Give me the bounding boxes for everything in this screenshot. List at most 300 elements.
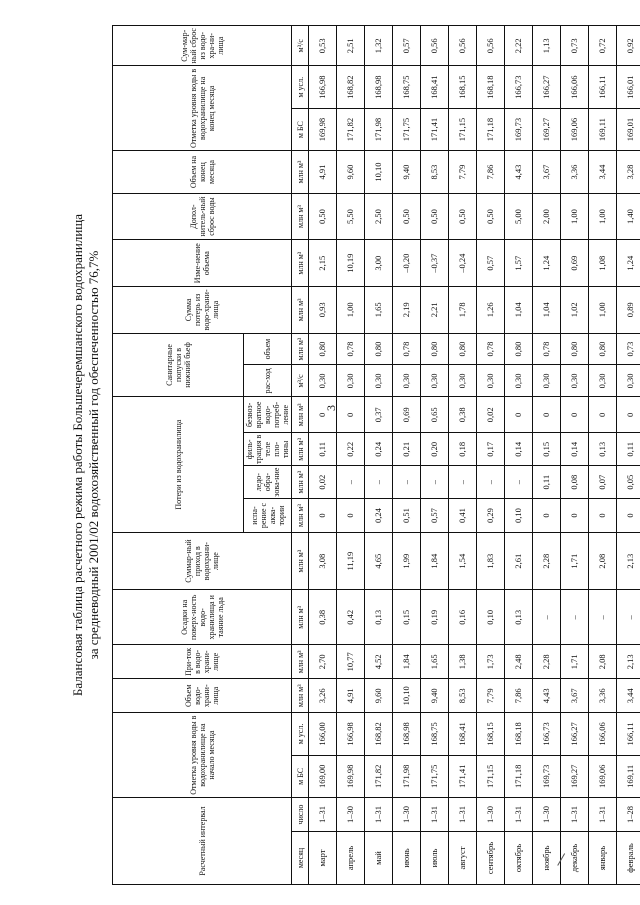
unit-start-mbs: м БС [292,755,309,797]
table-row [561,26,589,885]
cell-end-level-bs: 169,01 [617,108,640,150]
cell-extra-release: 1,00 [561,193,589,240]
cell-start-level-bs: 169,06 [589,755,617,797]
cell-end-level-bs: 169,98 [309,108,337,150]
cell-start-level-bs: 169,98 [337,755,365,797]
balance-table [112,25,640,885]
table-row [477,26,505,885]
cell-end-volume: 4,43 [505,151,533,193]
cell-ice-formation: – [393,466,421,499]
cell-precipitation: 0,19 [421,590,449,645]
cell-sum-losses: 2,21 [421,287,449,334]
cell-end-level-usl: 168,98 [365,66,393,108]
cell-end-volume: 10,10 [365,151,393,193]
cell-sum-losses: 1,00 [589,287,617,334]
cell-irrecoverable-use: 0,38 [449,397,477,433]
cell-days: 1–30 [337,798,365,832]
cell-start-level-usl: 166,27 [561,713,589,755]
cell-month: апрель [337,831,365,884]
cell-days: 1–30 [393,798,421,832]
cell-sanitary-discharge: 0,30 [589,365,617,397]
cell-inflow: 1,73 [477,645,505,679]
cell-volume: 9,40 [421,679,449,713]
cell-filtration: 0,14 [505,433,533,466]
cell-sanitary-discharge: 0,30 [449,365,477,397]
cell-sum-losses: 1,04 [533,287,561,334]
header-extra-release: Допол-нитель-ный сброс воды [113,193,292,240]
cell-irrecoverable-use: 0 [505,397,533,433]
cell-volume-change: 0,69 [561,240,589,287]
unit-precipitation: млн м³ [292,590,309,645]
cell-evaporation: 0 [533,499,561,533]
cell-start-level-bs: 171,41 [449,755,477,797]
cell-total-release: 2,22 [505,26,533,66]
cell-evaporation: 0 [589,499,617,533]
cell-month: март [309,831,337,884]
header-precipitation: Осадки на поверх-ность водо-хранилища и таяние льда [113,590,292,645]
unit-volume-change: млн м³ [292,240,309,287]
unit-ice-formation: млн м³ [292,466,309,499]
cell-end-level-usl: 166,98 [309,66,337,108]
cell-inflow: 1,84 [393,645,421,679]
cell-volume: 4,91 [337,679,365,713]
page-number: 3 [324,405,338,411]
cell-ice-formation: 0,07 [589,466,617,499]
cell-volume-change: 1,08 [589,240,617,287]
cell-irrecoverable-use: 0 [309,397,337,433]
unit-month: месяц [292,831,309,884]
cell-ice-formation: 0,02 [309,466,337,499]
cell-month: ноябрь [533,831,561,884]
cell-end-volume: 4,91 [309,151,337,193]
table-row [533,26,561,885]
cell-extra-release: 2,00 [533,193,561,240]
header-total-release: Сум-мар-ный сброс из водо-хра-ни-лища [113,26,292,66]
header-total-inflow: Суммар-ный приход в водохрани-лище [113,533,292,590]
cell-start-level-usl: 166,73 [533,713,561,755]
cell-inflow: 2,70 [309,645,337,679]
cell-volume: 9,60 [365,679,393,713]
cell-ice-formation: 0,08 [561,466,589,499]
cell-sanitary-volume: 0,80 [449,333,477,365]
cell-evaporation: 0 [617,499,640,533]
cell-extra-release: 2,50 [365,193,393,240]
cell-sum-losses: 1,65 [365,287,393,334]
cell-days: 1–28 [617,798,640,832]
cell-total-release: 0,56 [449,26,477,66]
cell-ice-formation: – [505,466,533,499]
cell-precipitation: 0,38 [309,590,337,645]
cell-inflow: 1,38 [449,645,477,679]
cell-end-level-bs: 171,82 [337,108,365,150]
cell-volume: 8,53 [449,679,477,713]
unit-sanitary-volume: млн м³ [292,333,309,365]
cell-sanitary-discharge: 0,30 [393,365,421,397]
cell-evaporation: 0,24 [365,499,393,533]
cell-end-level-usl: 168,75 [393,66,421,108]
cell-filtration: 0,11 [309,433,337,466]
cell-volume-change: 1,24 [533,240,561,287]
cell-extra-release: 0,50 [449,193,477,240]
cell-filtration: 0,15 [533,433,561,466]
cell-irrecoverable-use: 0 [589,397,617,433]
cell-total-release: 0,72 [589,26,617,66]
cell-start-level-bs: 171,18 [505,755,533,797]
header-sanitary-release: Санитарные попуски в нижний бьеф [113,333,244,397]
cell-end-level-usl: 168,15 [449,66,477,108]
cell-end-level-bs: 171,18 [477,108,505,150]
cell-start-level-usl: 168,18 [505,713,533,755]
cell-month: октябрь [505,831,533,884]
cell-end-volume: 9,40 [393,151,421,193]
table-row [449,26,477,885]
title-line-1: Балансовая таблица расчетного режима работы Большечеремшанского водохранилища [70,213,85,697]
cell-end-level-bs: 169,27 [533,108,561,150]
cell-sanitary-discharge: 0,30 [337,365,365,397]
cell-evaporation: 0,10 [505,499,533,533]
cell-month: май [365,831,393,884]
cell-sanitary-volume: 0,80 [309,333,337,365]
cell-filtration: 0,21 [393,433,421,466]
header-volume: Объем водо-храни-лища [113,679,292,713]
table-row [337,26,365,885]
cell-start-level-bs: 169,73 [533,755,561,797]
cell-end-volume: 3,28 [617,151,640,193]
cell-precipitation: 0,16 [449,590,477,645]
cell-sanitary-discharge: 0,30 [561,365,589,397]
header-irrecoverable-use: безвоз-вратное водо-потреб-ление [244,397,292,433]
cell-end-level-usl: 168,82 [337,66,365,108]
cell-start-level-bs: 169,11 [617,755,640,797]
cell-month: август [449,831,477,884]
cell-volume-change: 10,19 [337,240,365,287]
cell-days: 1–30 [477,798,505,832]
cell-ice-formation: – [421,466,449,499]
cell-precipitation: 0,42 [337,590,365,645]
cell-total-release: 0,53 [309,26,337,66]
cell-start-level-usl: 168,75 [421,713,449,755]
unit-end-musl: м усл. [292,66,309,108]
cell-inflow: 4,52 [365,645,393,679]
cell-days: 1–31 [365,798,393,832]
cell-month: июль [421,831,449,884]
cell-sanitary-discharge: 0,30 [533,365,561,397]
cell-days: 1–31 [449,798,477,832]
header-sanitary-discharge: рас-ход [244,365,292,397]
cell-inflow: 10,77 [337,645,365,679]
cell-days: 1–31 [561,798,589,832]
cell-start-level-bs: 171,75 [421,755,449,797]
unit-start-musl: м усл. [292,713,309,755]
cell-extra-release: 5,50 [337,193,365,240]
title-line-2: за средневодный 2001/02 водохозяйственный год обеспеченностью 76,7% [86,250,101,660]
cell-days: 1–31 [505,798,533,832]
cell-extra-release: 0,50 [309,193,337,240]
table-row [505,26,533,885]
header-sanitary-volume: объем [244,333,292,365]
cell-precipitation: – [533,590,561,645]
cell-start-level-usl: 166,11 [617,713,640,755]
cell-filtration: 0,24 [365,433,393,466]
cell-end-level-bs: 169,73 [505,108,533,150]
cell-end-level-bs: 171,75 [393,108,421,150]
cell-total-inflow: 1,83 [477,533,505,590]
cell-end-volume: 3,67 [533,151,561,193]
cell-end-volume: 3,44 [589,151,617,193]
cell-ice-formation: – [365,466,393,499]
cell-total-release: 1,32 [365,26,393,66]
header-sum-losses: Сумма потерь из водо-храни-лища [113,287,292,334]
cell-evaporation: 0 [561,499,589,533]
cell-end-volume: 7,79 [449,151,477,193]
cell-sanitary-volume: 0,78 [393,333,421,365]
cell-days: 1–31 [589,798,617,832]
unit-extra-release: млн м³ [292,193,309,240]
cell-sum-losses: 0,89 [617,287,640,334]
cell-inflow: 2,48 [505,645,533,679]
cell-month: сентябрь [477,831,505,884]
header-volume-change: Изме-нение объема [113,240,292,287]
cell-filtration: 0,22 [337,433,365,466]
cell-irrecoverable-use: 0 [533,397,561,433]
cell-inflow: 1,65 [421,645,449,679]
cell-total-inflow: 2,28 [533,533,561,590]
cell-end-level-bs: 169,06 [561,108,589,150]
cell-sanitary-volume: 0,78 [337,333,365,365]
cell-total-inflow: 2,08 [589,533,617,590]
table-row [421,26,449,885]
table-row [393,26,421,885]
cell-end-level-usl: 166,01 [617,66,640,108]
cell-start-level-bs: 169,27 [561,755,589,797]
cell-start-level-bs: 169,00 [309,755,337,797]
header-start-level: Отметка уровня воды в водохранилище на начало месяца [113,713,292,798]
cell-volume-change: 2,15 [309,240,337,287]
cell-inflow: 1,71 [561,645,589,679]
cell-end-level-bs: 169,11 [589,108,617,150]
cell-sanitary-volume: 0,78 [477,333,505,365]
cell-sanitary-volume: 0,80 [421,333,449,365]
cell-total-release: 0,92 [617,26,640,66]
cell-end-volume: 3,36 [561,151,589,193]
cell-end-level-usl: 168,41 [421,66,449,108]
cell-volume-change: –0,37 [421,240,449,287]
cell-start-level-usl: 168,82 [365,713,393,755]
cell-ice-formation: 0,05 [617,466,640,499]
unit-total-release: м³/с [292,26,309,66]
document-title [70,25,102,885]
cell-sum-losses: 1,00 [337,287,365,334]
cell-days: 1–30 [533,798,561,832]
cell-sanitary-discharge: 0,30 [505,365,533,397]
cell-irrecoverable-use: 0 [617,397,640,433]
cell-sum-losses: 1,26 [477,287,505,334]
unit-volume: млн м³ [292,679,309,713]
cell-precipitation: 0,13 [505,590,533,645]
cell-ice-formation: 0,11 [533,466,561,499]
cell-total-inflow: 1,54 [449,533,477,590]
cell-total-inflow: 1,99 [393,533,421,590]
table-row [365,26,393,885]
cell-volume-change: 0,57 [477,240,505,287]
cell-total-inflow: 4,65 [365,533,393,590]
cell-sum-losses: 0,93 [309,287,337,334]
cell-sanitary-discharge: 0,30 [365,365,393,397]
cell-filtration: 0,18 [449,433,477,466]
cell-end-volume: 8,53 [421,151,449,193]
table-row [617,26,640,885]
cell-inflow: 2,13 [617,645,640,679]
rotated-document [70,25,635,885]
table-row [589,26,617,885]
cell-start-level-usl: 168,98 [393,713,421,755]
cell-volume: 3,67 [561,679,589,713]
cell-start-level-usl: 168,15 [477,713,505,755]
cell-end-level-usl: 166,06 [561,66,589,108]
cell-filtration: 0,13 [589,433,617,466]
cell-irrecoverable-use: 0,02 [477,397,505,433]
header-end-level: Отметка уровня воды в водохранилище на конец месяца [113,66,292,151]
cell-sum-losses: 2,19 [393,287,421,334]
cell-extra-release: 0,50 [477,193,505,240]
cell-sanitary-volume: 0,73 [617,333,640,365]
cell-precipitation: 0,13 [365,590,393,645]
cell-total-inflow: 1,84 [421,533,449,590]
cell-sum-losses: 1,04 [505,287,533,334]
cell-evaporation: 0,51 [393,499,421,533]
cell-sanitary-discharge: 0,30 [617,365,640,397]
unit-sanitary-discharge: м³/с [292,365,309,397]
cell-extra-release: 5,00 [505,193,533,240]
cell-total-inflow: 3,08 [309,533,337,590]
cell-start-level-usl: 166,00 [309,713,337,755]
cell-volume: 3,36 [589,679,617,713]
cell-filtration: 0,11 [617,433,640,466]
cell-total-inflow: 11,19 [337,533,365,590]
cell-volume: 4,43 [533,679,561,713]
cell-sanitary-volume: 0,78 [533,333,561,365]
cell-sum-losses: 1,02 [561,287,589,334]
cell-evaporation: 0 [337,499,365,533]
cell-start-level-bs: 171,98 [393,755,421,797]
cell-start-level-bs: 171,15 [477,755,505,797]
cell-sum-losses: 1,78 [449,287,477,334]
cell-volume-change: 1,24 [617,240,640,287]
cell-days: 1–31 [309,798,337,832]
header-inflow: При-ток в водо-храни-лище [113,645,292,679]
cell-sanitary-discharge: 0,30 [421,365,449,397]
cell-precipitation: – [561,590,589,645]
cell-month: декабрь [561,831,589,884]
cell-extra-release: 0,50 [421,193,449,240]
cell-start-level-usl: 166,98 [337,713,365,755]
cell-month: январь [589,831,617,884]
cell-filtration: 0,14 [561,433,589,466]
cell-end-level-bs: 171,98 [365,108,393,150]
cell-precipitation: – [617,590,640,645]
unit-days: число [292,798,309,832]
cell-volume: 3,26 [309,679,337,713]
cell-total-release: 0,57 [393,26,421,66]
cell-ice-formation: – [477,466,505,499]
cell-inflow: 2,28 [533,645,561,679]
header-evaporation: испа-рение с аква-тории [244,499,292,533]
cell-end-volume: 7,86 [477,151,505,193]
cell-total-inflow: 2,13 [617,533,640,590]
cell-end-level-usl: 166,11 [589,66,617,108]
cell-irrecoverable-use: 0,37 [365,397,393,433]
cell-total-inflow: 2,61 [505,533,533,590]
header-ice-formation: ледо-обра-зова-ние [244,466,292,499]
cell-end-level-bs: 171,41 [421,108,449,150]
cell-evaporation: 0 [309,499,337,533]
cell-volume: 7,79 [477,679,505,713]
cell-end-volume: 9,60 [337,151,365,193]
header-losses: Потери из водохранилища [113,397,244,533]
header-filtration: филь-трация в теле пло-тины [245,434,290,464]
cell-ice-formation: – [449,466,477,499]
cell-extra-release: 1,00 [589,193,617,240]
cell-total-release: 0,56 [421,26,449,66]
cell-sanitary-volume: 0,80 [365,333,393,365]
cell-volume: 3,44 [617,679,640,713]
cell-start-level-usl: 168,41 [449,713,477,755]
cell-evaporation: 0,57 [421,499,449,533]
unit-irrecoverable-use: млн м³ [292,397,309,433]
cell-total-inflow: 1,71 [561,533,589,590]
unit-total-inflow: млн м³ [292,533,309,590]
cell-volume: 7,86 [505,679,533,713]
cell-total-release: 0,56 [477,26,505,66]
cell-start-level-bs: 171,82 [365,755,393,797]
cell-irrecoverable-use: 0,65 [421,397,449,433]
cell-month: февраль [617,831,640,884]
cell-volume-change: 1,57 [505,240,533,287]
table-body [309,26,640,885]
cell-filtration: 0,17 [477,433,505,466]
cell-sanitary-discharge: 0,30 [477,365,505,397]
unit-filtration: млн м³ [292,433,309,466]
header-end-volume: Объем на конец месяца [113,151,292,193]
cell-month: июнь [393,831,421,884]
cell-irrecoverable-use: 0 [337,397,365,433]
cell-sanitary-volume: 0,80 [505,333,533,365]
header-period: Расчетный интервал [113,798,292,885]
cell-volume-change: 3,00 [365,240,393,287]
cell-end-level-usl: 166,27 [533,66,561,108]
table-row [309,26,337,885]
cell-total-release: 1,13 [533,26,561,66]
cell-sanitary-volume: 0,80 [589,333,617,365]
cell-total-release: 0,73 [561,26,589,66]
cell-volume-change: –0,20 [393,240,421,287]
cell-volume-change: –0,24 [449,240,477,287]
cell-sanitary-volume: 0,80 [561,333,589,365]
cell-precipitation: – [589,590,617,645]
unit-end-mbs: м БС [292,108,309,150]
cell-inflow: 2,08 [589,645,617,679]
unit-end-volume: млн м³ [292,151,309,193]
unit-sum-losses: млн м³ [292,287,309,334]
cell-end-level-usl: 168,18 [477,66,505,108]
cell-extra-release: 0,50 [393,193,421,240]
cell-end-level-bs: 171,15 [449,108,477,150]
cell-sanitary-discharge: 0,30 [309,365,337,397]
cell-days: 1–31 [421,798,449,832]
cell-end-level-usl: 166,73 [505,66,533,108]
unit-evaporation: млн м³ [292,499,309,533]
cell-ice-formation: – [337,466,365,499]
